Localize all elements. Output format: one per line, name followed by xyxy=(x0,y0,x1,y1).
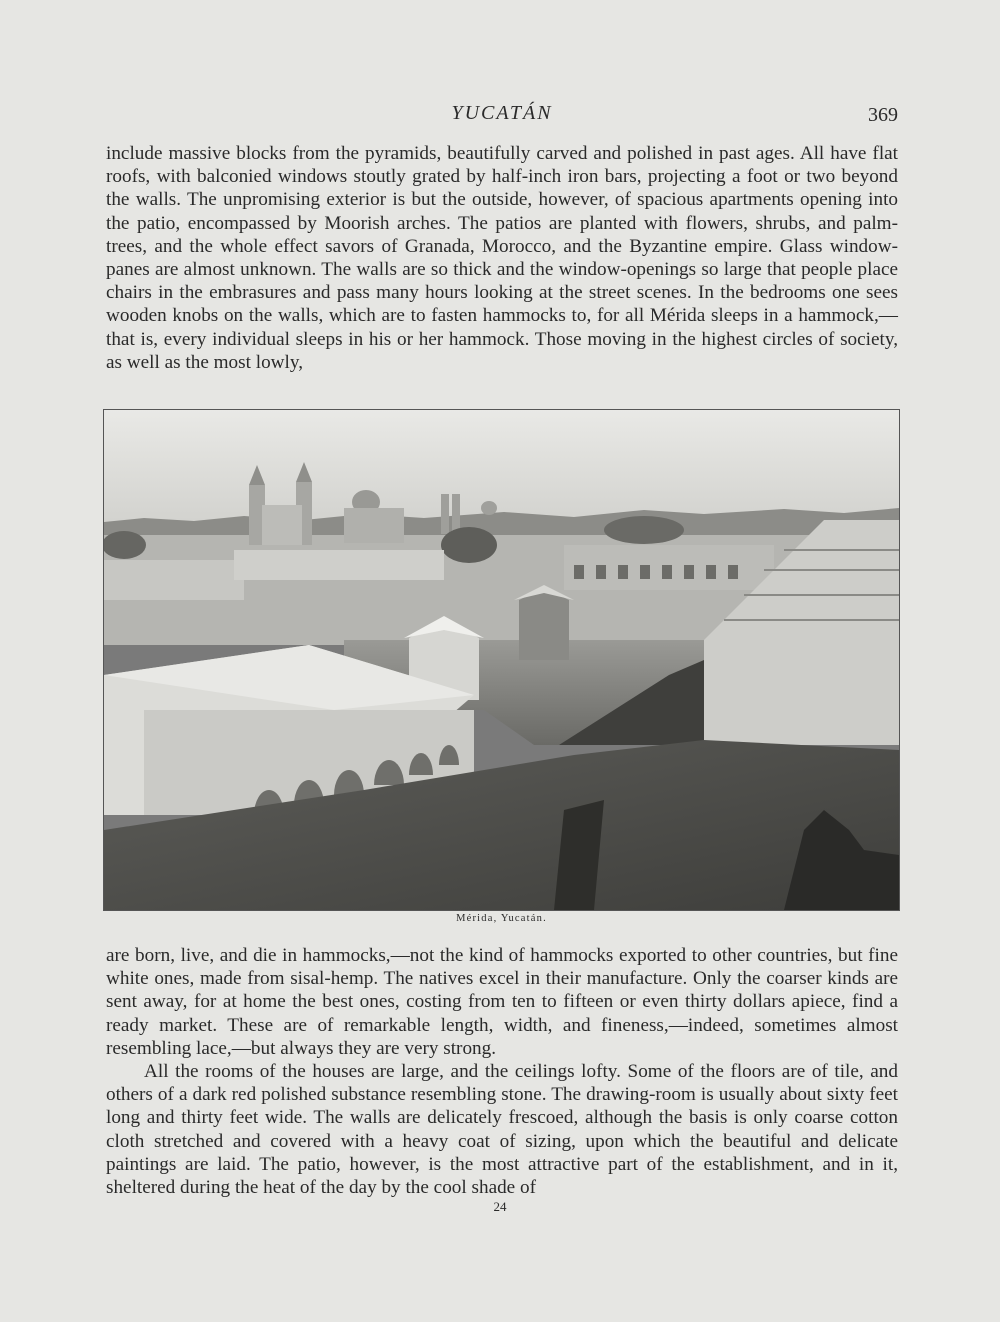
paragraph: All the rooms of the houses are large, and the ceilings lofty. Some of the floors are of tile, and others of a dark red polished substance resembling stone. The drawing-room is usually about sixty feet long and thirty feet wide. The walls are delicately frescoed, although the basis is only coarse cotton cloth stretched and covered with a heavy coat of sizing, upon which the beautiful and delicate paintings are laid. The patio, however, is the most attractive part of the establishment, and in it, sheltered during the heat of the day by the cool shade of xyxy=(106,1061,898,1199)
running-title: YUCATÁN xyxy=(451,102,553,124)
photo-plate xyxy=(103,409,900,911)
body-text-bottom xyxy=(106,944,898,1199)
body-text-top xyxy=(106,142,898,374)
paragraph: are born, live, and die in hammocks,—not the kind of hammocks exported to other countries, but fine white ones, made from sisal-hemp. The natives excel in their manufacture. Only the coarser kinds are sent away, for at home the best ones, costing from ten to fifteen or even thirty dollars apiece, find a ready market. These are of remarkable length, width, and fineness,—indeed, sometimes almost resembling lace,—but always they are very strong. xyxy=(106,945,898,1059)
paragraph: include massive blocks from the pyramids, beautifully carved and polished in past ages. All have flat roofs, with balconied windows stoutly grated by half-inch iron bars, projecting a foot or two beyond the walls. The unpromising exterior is but the outside, however, of spacious apartments opening into the patio, encompassed by Moorish arches. The patios are planted with flowers, shrubs, and palm-trees, and the whole effect savors of Granada, Morocco, and the Byzantine empire. Glass window-panes are almost unknown. The walls are so thick and the window-openings so large that people place chairs in the embrasures and pass many hours looking at the street scenes. In the bedrooms one sees wooden knobs on the walls, which are to fasten hammocks to, for all Mérida sleeps in a hammock,—that is, every individual sleeps in his or her hammock. Those moving in the highest circles of society, as well as the most lowly, xyxy=(106,143,898,373)
page-number: 369 xyxy=(868,104,898,126)
figure-caption: Mérida, Yucatán. xyxy=(456,913,547,924)
running-head xyxy=(106,100,898,130)
signature-mark: 24 xyxy=(493,1199,507,1214)
photo-merida-panorama xyxy=(104,410,899,910)
